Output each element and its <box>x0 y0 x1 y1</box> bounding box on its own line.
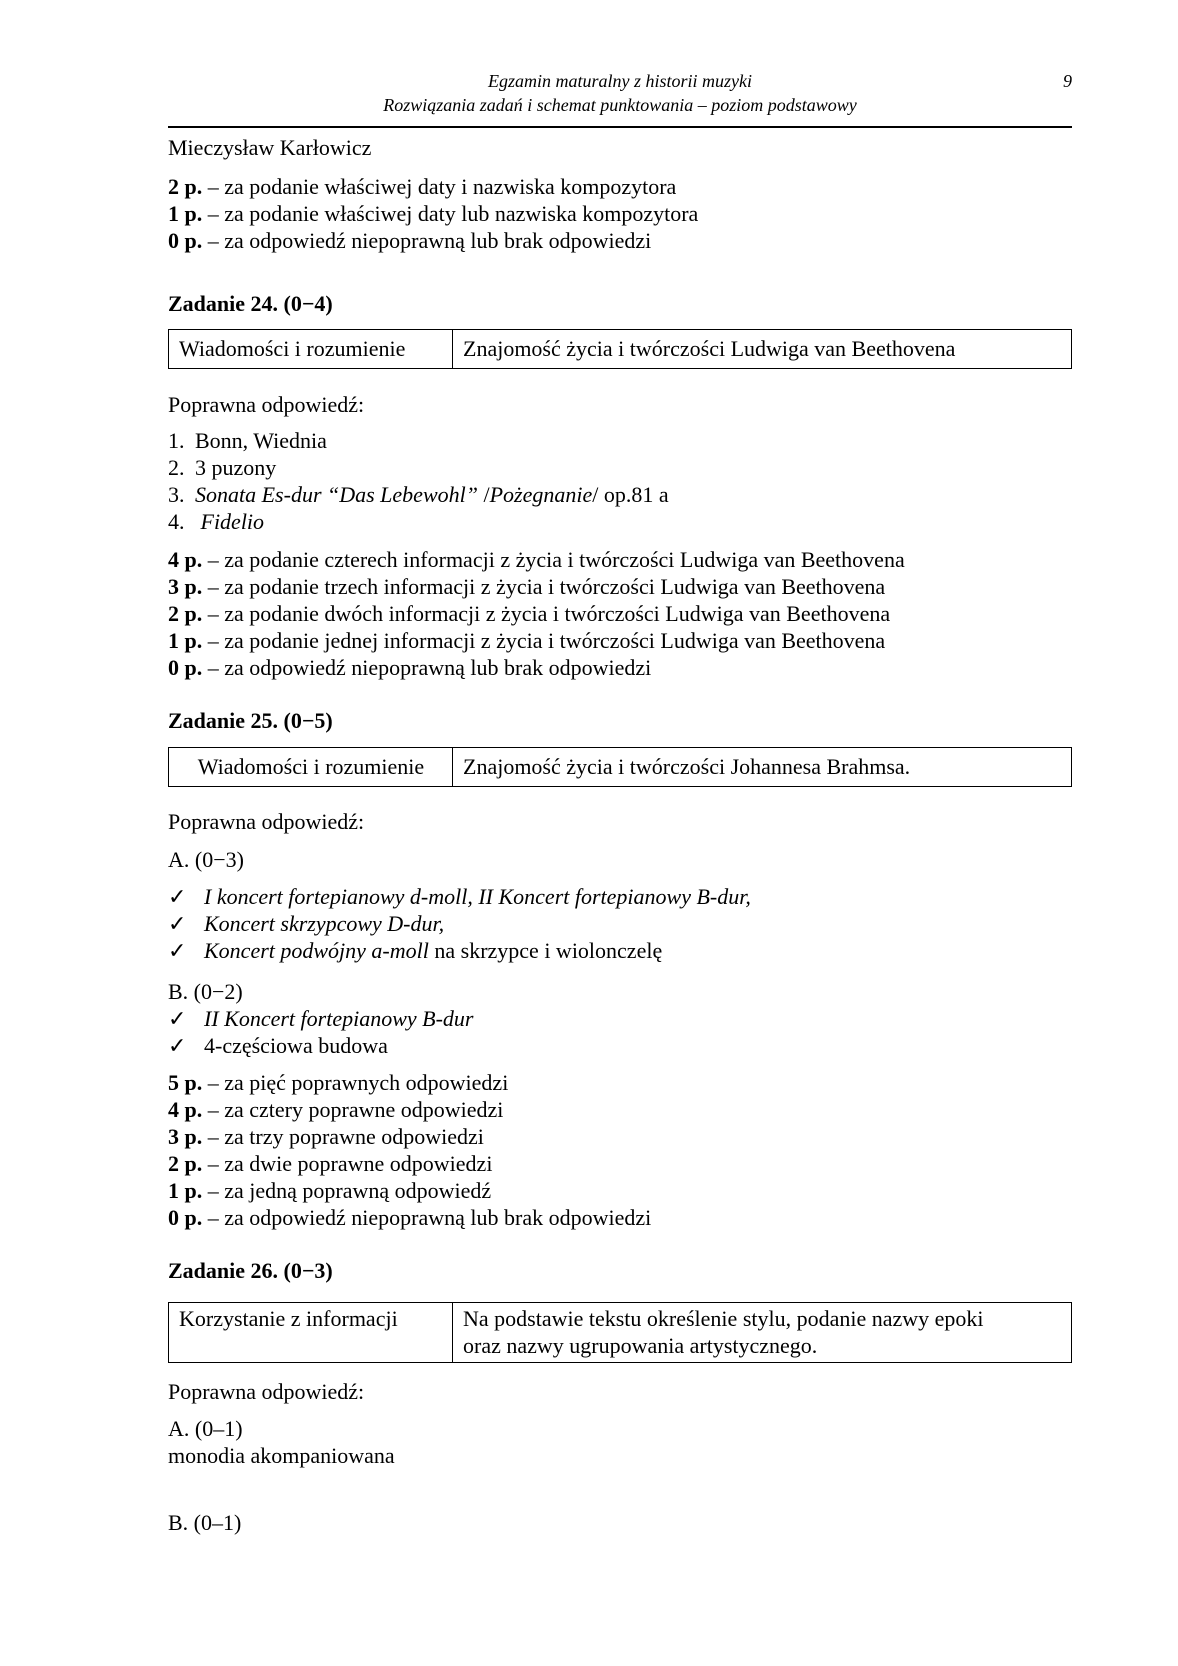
task-24-scoring <box>168 546 1072 681</box>
check-icon: ✓ <box>168 1033 187 1058</box>
task-26-answer-label: Poprawna odpowiedź: <box>168 1379 365 1404</box>
scoring-line: 0 p. – za odpowiedź niepoprawną lub brak odpowiedzi <box>168 1205 652 1230</box>
task-26-requirement-line2: oraz nazwy ugrupowania artystycznego. <box>463 1333 818 1358</box>
task-24-answer-label: Poprawna odpowiedź: <box>168 392 365 417</box>
check-item: ✓ II Koncert fortepianowy B-dur <box>168 1006 474 1031</box>
task-24-area: Wiadomości i rozumienie <box>169 330 453 369</box>
scoring-line: 5 p. – za pięć poprawnych odpowiedzi <box>168 1070 509 1095</box>
task-25-title: Zadanie 25. (0−5) <box>168 708 333 733</box>
task-25-part-b-items <box>168 1005 1072 1059</box>
task-24-info-table <box>168 329 1072 369</box>
check-item: ✓ 4-częściowa budowa <box>168 1033 388 1058</box>
page-header <box>168 0 1072 128</box>
task-24-answers <box>168 427 1072 535</box>
task-26-requirement <box>453 1303 1072 1363</box>
check-icon: ✓ <box>168 911 187 936</box>
scoring-line: 1 p. – za podanie jednej informacji z życia i twórczości Ludwiga van Beethovena <box>168 628 886 653</box>
page-number: 9 <box>1063 71 1072 91</box>
scoring-line: 2 p. – za dwie poprawne odpowiedzi <box>168 1151 493 1176</box>
task-24-requirement: Znajomość życia i twórczości Ludwiga van Beethovena <box>453 330 1072 369</box>
check-item: ✓ I koncert fortepianowy d-moll, II Koncert fortepianowy B-dur, <box>168 884 751 909</box>
header-subtitle: Rozwiązania zadań i schemat punktowania – poziom podstawowy <box>383 95 857 115</box>
prev-task-answer: Mieczysław Karłowicz <box>168 135 372 160</box>
scoring-line: 4 p. – za cztery poprawne odpowiedzi <box>168 1097 504 1122</box>
task-25-requirement: Znajomość życia i twórczości Johannesa Brahmsa. <box>453 748 1072 787</box>
task-25-part-a-items <box>168 883 1072 964</box>
answer-item: 3. Sonata Es-dur “Das Lebewohl” /Pożegnanie/ op.81 a <box>168 482 669 507</box>
task-25-scoring <box>168 1069 1072 1231</box>
scoring-line: 3 p. – za trzy poprawne odpowiedzi <box>168 1124 484 1149</box>
prev-task-scoring <box>168 173 1072 254</box>
document-page <box>168 0 1072 1535</box>
scoring-line: 1 p. – za podanie właściwej daty lub nazwiska kompozytora <box>168 201 699 226</box>
scoring-line: 0 p. – za odpowiedź niepoprawną lub brak odpowiedzi <box>168 655 652 680</box>
check-item: ✓ Koncert podwójny a-moll na skrzypce i wiolonczelę <box>168 938 663 963</box>
task-26-title: Zadanie 26. (0−3) <box>168 1258 333 1283</box>
task-26-area: Korzystanie z informacji <box>169 1303 453 1363</box>
task-25-part-a-label: A. (0−3) <box>168 847 244 872</box>
task-26-part-a-label: A. (0–1) <box>168 1416 243 1441</box>
task-25-answer-label: Poprawna odpowiedź: <box>168 809 365 834</box>
header-rule <box>168 126 1072 128</box>
task-25-part-b-label: B. (0−2) <box>168 979 243 1004</box>
scoring-line: 0 p. – za odpowiedź niepoprawną lub brak odpowiedzi <box>168 228 652 253</box>
task-26-part-a-answer: monodia akompaniowana <box>168 1443 395 1468</box>
header-title: Egzamin maturalny z historii muzyki <box>488 71 752 91</box>
check-icon: ✓ <box>168 938 187 963</box>
answer-item: 2. 3 puzony <box>168 455 277 480</box>
task-25-area: Wiadomości i rozumienie <box>169 748 453 787</box>
check-icon: ✓ <box>168 1006 187 1031</box>
scoring-line: 2 p. – za podanie dwóch informacji z życia i twórczości Ludwiga van Beethovena <box>168 601 891 626</box>
scoring-line: 2 p. – za podanie właściwej daty i nazwiska kompozytora <box>168 174 677 199</box>
prev-task-answer-block <box>168 134 1072 161</box>
check-icon: ✓ <box>168 884 187 909</box>
answer-item: 4. Fidelio <box>168 509 265 534</box>
scoring-line: 1 p. – za jedną poprawną odpowiedź <box>168 1178 492 1203</box>
task-25-info-table <box>168 747 1072 787</box>
task-24-title: Zadanie 24. (0−4) <box>168 291 333 316</box>
scoring-line: 4 p. – za podanie czterech informacji z życia i twórczości Ludwiga van Beethovena <box>168 547 905 572</box>
check-item: ✓ Koncert skrzypcowy D-dur, <box>168 911 445 936</box>
task-26-part-b-label: B. (0–1) <box>168 1510 242 1535</box>
task-26-info-table <box>168 1302 1072 1363</box>
answer-item: 1. Bonn, Wiednia <box>168 428 327 453</box>
task-26-requirement-line1: Na podstawie tekstu określenie stylu, podanie nazwy epoki <box>463 1306 984 1331</box>
scoring-line: 3 p. – za podanie trzech informacji z życia i twórczości Ludwiga van Beethovena <box>168 574 886 599</box>
